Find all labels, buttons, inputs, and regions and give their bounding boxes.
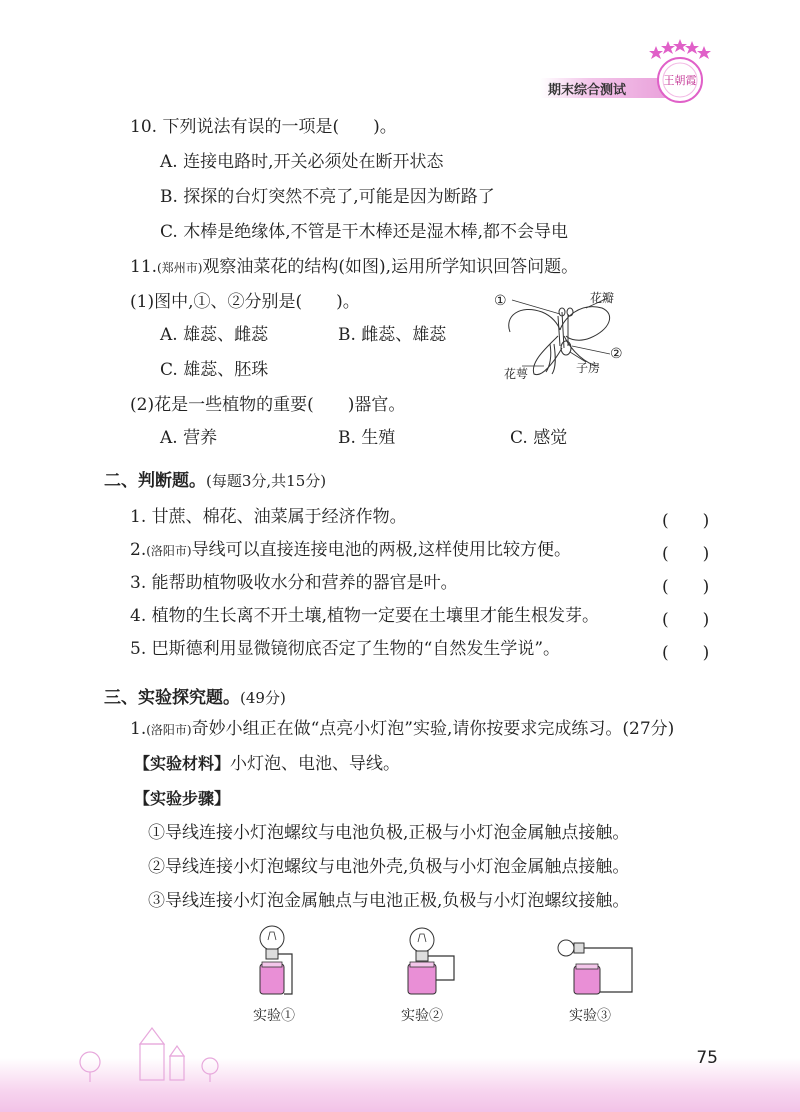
q11-sub2-option-c: C. 感觉 — [510, 428, 568, 448]
section3-note: (49分) — [240, 689, 286, 707]
experiment-1-diagram — [240, 920, 330, 1010]
section2-note: (每题3分,共15分) — [206, 472, 327, 490]
q10-option-a: A. 连接电路时,开关必须处在断开状态 — [160, 152, 444, 172]
page-number: 75 — [696, 1048, 718, 1068]
q11-stem: 观察油菜花的结构(如图),运用所学知识回答问题。 — [202, 257, 579, 277]
s3-step-3: ③导线连接小灯泡金属触点与电池正极,负极与小灯泡螺纹接触。 — [148, 891, 630, 911]
s2-answer-blank-2[interactable]: ( ) — [662, 544, 710, 564]
s2-answer-blank-1[interactable]: ( ) — [662, 511, 710, 531]
figure-label-sepal: 花萼 — [504, 367, 529, 381]
s2-answer-blank-5[interactable]: ( ) — [662, 643, 710, 663]
s3-materials-text: 小灯泡、电池、导线。 — [230, 754, 401, 774]
q11-sub2: (2)花是一些植物的重要( )器官。 — [130, 395, 406, 415]
q11-number: 11. — [130, 257, 158, 277]
q11-sub1-option-b: B. 雌蕊、雄蕊 — [338, 325, 447, 345]
flower-diagram — [490, 286, 640, 386]
s3-materials-head: 【实验材料】 — [134, 754, 231, 773]
s2-item-5: 5. 巴斯德利用显微镜彻底否定了生物的“自然发生学说”。 — [130, 639, 561, 659]
s2-item-3: 3. 能帮助植物吸收水分和营养的器官是叶。 — [130, 573, 458, 593]
q11-line — [130, 256, 578, 279]
s2-answer-blank-4[interactable]: ( ) — [662, 610, 710, 630]
brand-logo — [636, 36, 720, 108]
q11-sub1-option-a: A. 雄蕊、雌蕊 — [160, 325, 269, 345]
s3-q1-stem: 奇妙小组正在做“点亮小灯泡”实验,请你按要求完成练习。(27分) — [191, 719, 675, 739]
s2-item-2 — [130, 539, 571, 562]
figure-label-petal: 花瓣 — [590, 291, 615, 305]
s3-step-2: ②导线连接小灯泡螺纹与电池外壳,负极与小灯泡金属触点接触。 — [148, 857, 630, 877]
s2-answer-blank-3[interactable]: ( ) — [662, 577, 710, 597]
s3-q1-tag: (洛阳市) — [146, 723, 192, 737]
s2-item-1: 1. 甘蔗、棉花、油菜属于经济作物。 — [130, 507, 407, 527]
q10-stem: 10. 下列说法有误的一项是( )。 — [130, 117, 397, 137]
brand-logo-text: 王朝霞 — [663, 74, 697, 87]
experiment-3-diagram — [552, 926, 652, 1010]
q11-sub2-option-a: A. 营养 — [160, 428, 218, 448]
figure-label-ovary: 子房 — [576, 361, 601, 375]
q11-tag: (郑州市) — [157, 261, 203, 275]
q10-option-c: C. 木棒是绝缘体,不管是干木棒还是湿木棒,都不会导电 — [160, 222, 569, 242]
s3-steps-head: 【实验步骤】 — [134, 789, 231, 808]
castle-decoration-icon — [60, 1022, 240, 1082]
s3-q1-number: 1. — [130, 719, 147, 739]
experiment-1-label: 实验① — [253, 1008, 295, 1024]
section3-title: 三、实验探究题。 — [104, 688, 240, 708]
s2-item-4: 4. 植物的生长离不开土壤,植物一定要在土壤里才能生根发芽。 — [130, 606, 600, 626]
header-title: 期末综合测试 — [548, 83, 627, 98]
q11-sub1-option-c: C. 雄蕊、胚珠 — [160, 360, 269, 380]
q11-sub1: (1)图中,①、②分别是( )。 — [130, 292, 360, 312]
s3-step-1: ①导线连接小灯泡螺纹与电池负极,正极与小灯泡金属触点接触。 — [148, 823, 630, 843]
section2-heading — [104, 466, 326, 491]
figure-mark-2: ② — [610, 346, 623, 362]
s3-materials — [134, 753, 400, 775]
section2-title: 二、判断题。 — [104, 471, 206, 491]
experiment-2-diagram — [392, 920, 482, 1010]
s2-item-2-text: 导线可以直接连接电池的两极,这样使用比较方便。 — [191, 540, 572, 560]
s2-item-2-tag: (洛阳市) — [146, 544, 192, 558]
figure-mark-1: ① — [494, 293, 507, 309]
q11-sub2-option-b: B. 生殖 — [338, 428, 396, 448]
q10-option-b: B. 探探的台灯突然不亮了,可能是因为断路了 — [160, 187, 495, 207]
experiment-2-label: 实验② — [401, 1008, 443, 1024]
s3-q1-line — [130, 718, 674, 741]
s2-item-2-number: 2. — [130, 540, 147, 560]
section3-heading — [104, 683, 286, 708]
experiment-3-label: 实验③ — [569, 1008, 611, 1024]
